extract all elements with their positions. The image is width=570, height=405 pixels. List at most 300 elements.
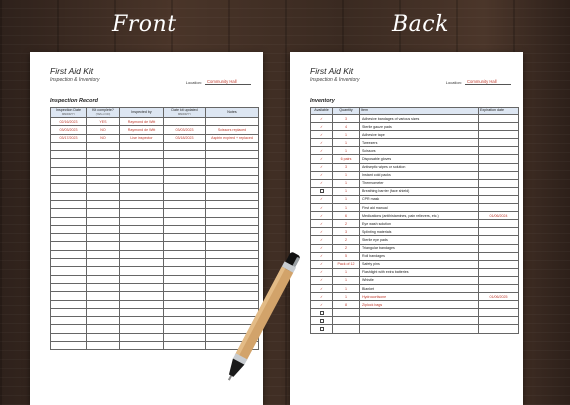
table-cell[interactable] [206,142,259,150]
expiration-cell[interactable] [479,236,519,244]
available-cell[interactable] [311,293,333,301]
table-cell[interactable] [206,176,259,184]
table-cell[interactable] [120,333,164,341]
checkmark-icon: ✓ [319,140,323,145]
table-cell[interactable] [164,167,206,175]
list-item [311,325,519,333]
list-item [311,155,519,163]
table-cell[interactable] [87,176,120,184]
available-cell[interactable] [311,187,333,195]
table-cell[interactable] [164,192,206,200]
available-cell[interactable] [311,195,333,203]
table-cell[interactable]: Aspirin expired + replaced [206,134,259,142]
table-cell[interactable] [51,167,87,175]
table-cell[interactable] [87,192,120,200]
available-cell[interactable] [311,123,333,131]
item-cell[interactable]: Instant cold packs [360,171,479,179]
table-cell[interactable]: NO [87,134,120,142]
table-cell[interactable] [120,192,164,200]
checkmark-icon: ✓ [319,302,323,307]
available-cell[interactable] [311,212,333,220]
item-cell[interactable]: Blanket [360,284,479,292]
available-cell[interactable] [311,204,333,212]
expiration-cell[interactable] [479,325,519,333]
table-cell[interactable] [51,242,87,250]
table-cell[interactable] [164,250,206,258]
table-cell[interactable] [51,275,87,283]
checkmark-icon: ✓ [319,157,323,162]
table-cell[interactable] [164,176,206,184]
expiration-cell[interactable] [479,204,519,212]
item-cell[interactable]: Sterile eye pads [360,236,479,244]
expiration-cell[interactable] [479,268,519,276]
table-cell[interactable] [87,225,120,233]
table-cell[interactable] [120,342,164,350]
table-cell[interactable] [87,200,120,208]
expiration-cell[interactable] [479,131,519,139]
list-item [311,195,519,203]
table-cell[interactable]: 03/03/2023 [51,126,87,134]
table-row [51,142,259,150]
table-cell[interactable] [164,151,206,159]
table-cell[interactable] [120,151,164,159]
item-cell[interactable]: Antiseptic wipes or solution [360,163,479,171]
table-cell[interactable] [120,300,164,308]
table-cell[interactable] [87,217,120,225]
table-cell[interactable] [51,333,87,341]
quantity-cell[interactable]: 1 [333,268,360,276]
table-cell[interactable] [87,159,120,167]
table-cell[interactable] [206,118,259,126]
table-cell[interactable]: Lise inspector [120,134,164,142]
table-cell[interactable] [51,267,87,275]
table-cell[interactable] [51,250,87,258]
inspection-col-header [120,108,164,118]
item-cell[interactable]: Eye wash solution [360,220,479,228]
inspection-col-header [164,108,206,118]
expiration-cell[interactable] [479,171,519,179]
quantity-cell[interactable]: 1 [333,284,360,292]
available-cell[interactable] [311,236,333,244]
checkmark-icon: ✓ [319,213,323,218]
table-cell[interactable] [87,308,120,316]
table-cell[interactable] [120,283,164,291]
checkmark-icon: ✓ [319,148,323,153]
table-cell[interactable] [87,151,120,159]
table-cell[interactable] [120,308,164,316]
quantity-cell[interactable]: 1 [333,147,360,155]
available-cell[interactable] [311,268,333,276]
expiration-cell[interactable] [479,260,519,268]
table-cell[interactable] [51,308,87,316]
table-cell[interactable] [51,184,87,192]
quantity-cell[interactable]: 1 [333,204,360,212]
expiration-cell[interactable] [479,252,519,260]
front-title: First Aid Kit [50,66,94,76]
item-cell[interactable]: Adhesive bandages of various sizes [360,115,479,123]
table-cell[interactable] [164,325,206,333]
quantity-cell[interactable]: 2 [333,236,360,244]
table-cell[interactable] [120,250,164,258]
quantity-cell[interactable]: 1 [333,179,360,187]
table-cell[interactable] [87,275,120,283]
table-cell[interactable] [87,234,120,242]
list-item [311,147,519,155]
table-cell[interactable] [51,234,87,242]
list-item [311,276,519,284]
table-cell[interactable] [51,142,87,150]
quantity-cell[interactable]: 6 pairs [333,155,360,163]
table-cell[interactable] [51,217,87,225]
table-row [51,134,259,142]
item-cell[interactable]: First aid manual [360,204,479,212]
available-cell[interactable] [311,260,333,268]
expiration-cell[interactable]: 01/06/2025 [479,293,519,301]
table-cell[interactable] [120,292,164,300]
available-cell[interactable] [311,131,333,139]
table-cell[interactable] [87,209,120,217]
expiration-cell[interactable] [479,123,519,131]
table-cell[interactable]: 03/17/2023 [51,134,87,142]
table-cell[interactable] [51,300,87,308]
item-cell[interactable] [360,317,479,325]
table-cell[interactable] [120,176,164,184]
table-cell[interactable] [87,325,120,333]
checkbox-icon[interactable] [320,327,324,331]
table-cell[interactable]: Raymond de Witt [120,126,164,134]
table-cell[interactable] [164,242,206,250]
inspection-col-header [87,108,120,118]
table-cell[interactable] [87,242,120,250]
list-item [311,212,519,220]
checkmark-icon: ✓ [319,205,323,210]
table-cell[interactable] [87,167,120,175]
table-cell[interactable] [164,217,206,225]
available-cell[interactable] [311,163,333,171]
checkmark-icon: ✓ [319,246,323,251]
item-cell[interactable]: Sterile gauze pads [360,123,479,131]
available-cell[interactable] [311,155,333,163]
available-cell[interactable] [311,139,333,147]
table-row [51,234,259,242]
table-row [51,159,259,167]
table-cell[interactable] [51,209,87,217]
table-cell[interactable] [51,317,87,325]
quantity-cell[interactable]: 6 [333,212,360,220]
inventory-title: Inventory [310,98,335,104]
item-cell[interactable]: Triangular bandages [360,244,479,252]
available-cell[interactable] [311,115,333,123]
quantity-cell[interactable]: 3 [333,115,360,123]
expiration-cell[interactable] [479,163,519,171]
expiration-cell[interactable] [479,187,519,195]
table-cell[interactable]: NO [87,126,120,134]
table-cell[interactable] [164,308,206,316]
item-cell[interactable]: Hydrocortisone [360,293,479,301]
table-cell[interactable] [120,167,164,175]
item-cell[interactable]: Medications (antihistamines, pain relievers, etc.) [360,212,479,220]
table-cell[interactable] [51,283,87,291]
table-cell[interactable] [120,234,164,242]
available-cell[interactable] [311,171,333,179]
table-cell[interactable] [120,225,164,233]
table-cell[interactable] [206,192,259,200]
back-subtitle: Inspection & Inventory [310,77,360,83]
table-cell[interactable] [51,342,87,350]
list-item [311,123,519,131]
quantity-cell[interactable]: Pack of 12 [333,260,360,268]
quantity-cell[interactable]: 4 [333,123,360,131]
table-cell[interactable]: Scissors replaced [206,126,259,134]
table-cell[interactable] [87,342,120,350]
table-cell[interactable] [87,267,120,275]
table-cell[interactable] [206,217,259,225]
table-cell[interactable] [51,200,87,208]
table-cell[interactable]: 03/03/2023 [164,126,206,134]
table-cell[interactable] [87,300,120,308]
available-cell[interactable] [311,317,333,325]
table-row [51,118,259,126]
expiration-cell[interactable] [479,147,519,155]
table-cell[interactable] [87,292,120,300]
table-cell[interactable] [164,342,206,350]
col-label: Inspected by [131,109,152,114]
expiration-cell[interactable] [479,309,519,317]
expiration-cell[interactable] [479,195,519,203]
table-cell[interactable] [120,159,164,167]
expiration-cell[interactable] [479,284,519,292]
table-cell[interactable] [164,184,206,192]
checkmark-icon: ✓ [319,132,323,137]
table-cell[interactable] [164,317,206,325]
quantity-cell[interactable] [333,325,360,333]
table-cell[interactable] [51,225,87,233]
table-cell[interactable] [51,292,87,300]
table-cell[interactable] [206,209,259,217]
item-cell[interactable]: Roll bandages [360,252,479,260]
expiration-cell[interactable] [479,228,519,236]
item-cell[interactable]: Thermometer [360,179,479,187]
table-cell[interactable]: 02/16/2023 [51,118,87,126]
table-cell[interactable] [206,184,259,192]
quantity-cell[interactable]: 2 [333,244,360,252]
table-cell[interactable] [87,333,120,341]
checkmark-icon: ✓ [319,237,323,242]
table-cell[interactable] [120,142,164,150]
table-cell[interactable] [164,300,206,308]
list-item [311,204,519,212]
table-cell[interactable] [87,142,120,150]
expiration-cell[interactable] [479,220,519,228]
table-cell[interactable] [164,200,206,208]
quantity-cell[interactable]: 1 [333,276,360,284]
table-row [51,192,259,200]
table-cell[interactable] [87,184,120,192]
table-cell[interactable]: YES [87,118,120,126]
checkbox-icon[interactable] [320,189,324,193]
expiration-cell[interactable] [479,317,519,325]
table-cell[interactable] [206,159,259,167]
quantity-cell[interactable]: 3 [333,163,360,171]
checkbox-icon[interactable] [320,311,324,315]
table-cell[interactable] [120,267,164,275]
table-row [51,167,259,175]
available-cell[interactable] [311,284,333,292]
table-cell[interactable] [87,283,120,291]
list-item [311,252,519,260]
list-item [311,236,519,244]
table-cell[interactable] [164,159,206,167]
inventory-col-header: Item [360,108,479,115]
table-cell[interactable] [120,200,164,208]
available-cell[interactable] [311,244,333,252]
table-cell[interactable]: 03/18/2023 [164,134,206,142]
checkmark-icon: ✓ [319,124,323,129]
inventory-col-header: Available [311,108,333,115]
quantity-cell[interactable] [333,317,360,325]
table-cell[interactable] [87,250,120,258]
quantity-cell[interactable]: 1 [333,139,360,147]
table-cell[interactable] [206,200,259,208]
checkmark-icon: ✓ [319,278,323,283]
item-cell[interactable] [360,325,479,333]
expiration-cell[interactable] [479,179,519,187]
table-cell[interactable] [120,325,164,333]
available-cell[interactable] [311,276,333,284]
table-cell[interactable] [120,242,164,250]
item-cell[interactable]: Breathing barrier (face shield) [360,187,479,195]
table-cell[interactable] [164,209,206,217]
available-cell[interactable] [311,228,333,236]
col-sub-label: MM/DD/YY [62,112,75,116]
expiration-cell[interactable] [479,276,519,284]
inspection-record-title: Inspection Record [50,98,98,104]
expiration-cell[interactable] [479,301,519,309]
item-cell[interactable]: Splinting materials [360,228,479,236]
back-location [446,79,511,85]
list-item [311,284,519,292]
available-cell[interactable] [311,309,333,317]
inventory-header-row [311,108,519,115]
table-cell[interactable] [206,234,259,242]
item-cell[interactable]: Safety pins [360,260,479,268]
list-item [311,179,519,187]
back-location-value[interactable]: Community Hall [465,79,511,85]
pen-icon [218,244,308,394]
table-cell[interactable] [120,217,164,225]
table-cell[interactable] [51,151,87,159]
expiration-cell[interactable]: 01/06/2024 [479,212,519,220]
expiration-cell[interactable] [479,244,519,252]
item-cell[interactable]: Adhesive tape [360,131,479,139]
table-cell[interactable] [164,259,206,267]
table-cell[interactable] [164,225,206,233]
checkmark-icon: ✓ [319,270,323,275]
table-cell[interactable] [164,283,206,291]
quantity-cell[interactable]: 1 [333,187,360,195]
front-subtitle: Inspection & Inventory [50,77,100,83]
table-cell[interactable] [120,259,164,267]
list-item [311,171,519,179]
quantity-cell[interactable]: 3 [333,228,360,236]
table-cell[interactable] [206,225,259,233]
table-cell[interactable] [51,325,87,333]
table-cell[interactable] [120,275,164,283]
list-item [311,293,519,301]
item-cell[interactable]: Flashlight with extra batteries [360,268,479,276]
item-cell[interactable]: Scissors [360,147,479,155]
table-cell[interactable] [164,234,206,242]
available-cell[interactable] [311,179,333,187]
table-cell[interactable]: Raymond de Witt [120,118,164,126]
quantity-cell[interactable]: 1 [333,195,360,203]
table-cell[interactable] [206,167,259,175]
table-cell[interactable] [120,317,164,325]
list-item [311,187,519,195]
quantity-cell[interactable]: 5 [333,252,360,260]
quantity-cell[interactable]: 2 [333,220,360,228]
item-cell[interactable] [360,309,479,317]
table-row [51,200,259,208]
table-row [51,151,259,159]
quantity-cell[interactable]: 1 [333,293,360,301]
table-cell[interactable] [87,317,120,325]
item-cell[interactable]: Whistle [360,276,479,284]
table-cell[interactable] [164,333,206,341]
expiration-cell[interactable] [479,139,519,147]
table-cell[interactable] [164,118,206,126]
expiration-cell[interactable] [479,155,519,163]
table-cell[interactable] [87,259,120,267]
table-cell[interactable] [164,275,206,283]
table-cell[interactable] [51,176,87,184]
front-location-value[interactable]: Community Hall [205,79,251,85]
table-cell[interactable] [164,142,206,150]
checkmark-icon: ✓ [319,165,323,170]
item-cell[interactable]: Tweezers [360,139,479,147]
col-sub-label: MM/DD/YY [178,112,191,116]
item-cell[interactable]: Disposable gloves [360,155,479,163]
quantity-cell[interactable]: 1 [333,171,360,179]
checkmark-icon: ✓ [319,173,323,178]
available-cell[interactable] [311,325,333,333]
table-cell[interactable] [120,184,164,192]
checkbox-icon[interactable] [320,319,324,323]
table-cell[interactable] [51,159,87,167]
table-cell[interactable] [51,259,87,267]
expiration-cell[interactable] [479,115,519,123]
available-cell[interactable] [311,220,333,228]
table-cell[interactable] [206,151,259,159]
available-cell[interactable] [311,252,333,260]
item-cell[interactable]: Ziplock bags [360,301,479,309]
table-cell[interactable] [51,192,87,200]
front-location [186,79,251,85]
available-cell[interactable] [311,147,333,155]
quantity-cell[interactable] [333,309,360,317]
col-sub-label: (YES or NO) [95,112,111,116]
item-cell[interactable]: CPR mask [360,195,479,203]
available-cell[interactable] [311,301,333,309]
quantity-cell[interactable]: 1 [333,131,360,139]
table-row [51,176,259,184]
checkmark-icon: ✓ [319,262,323,267]
quantity-cell[interactable]: 8 [333,301,360,309]
table-cell[interactable] [120,209,164,217]
table-cell[interactable] [164,292,206,300]
checkmark-icon: ✓ [319,286,323,291]
table-cell[interactable] [164,267,206,275]
